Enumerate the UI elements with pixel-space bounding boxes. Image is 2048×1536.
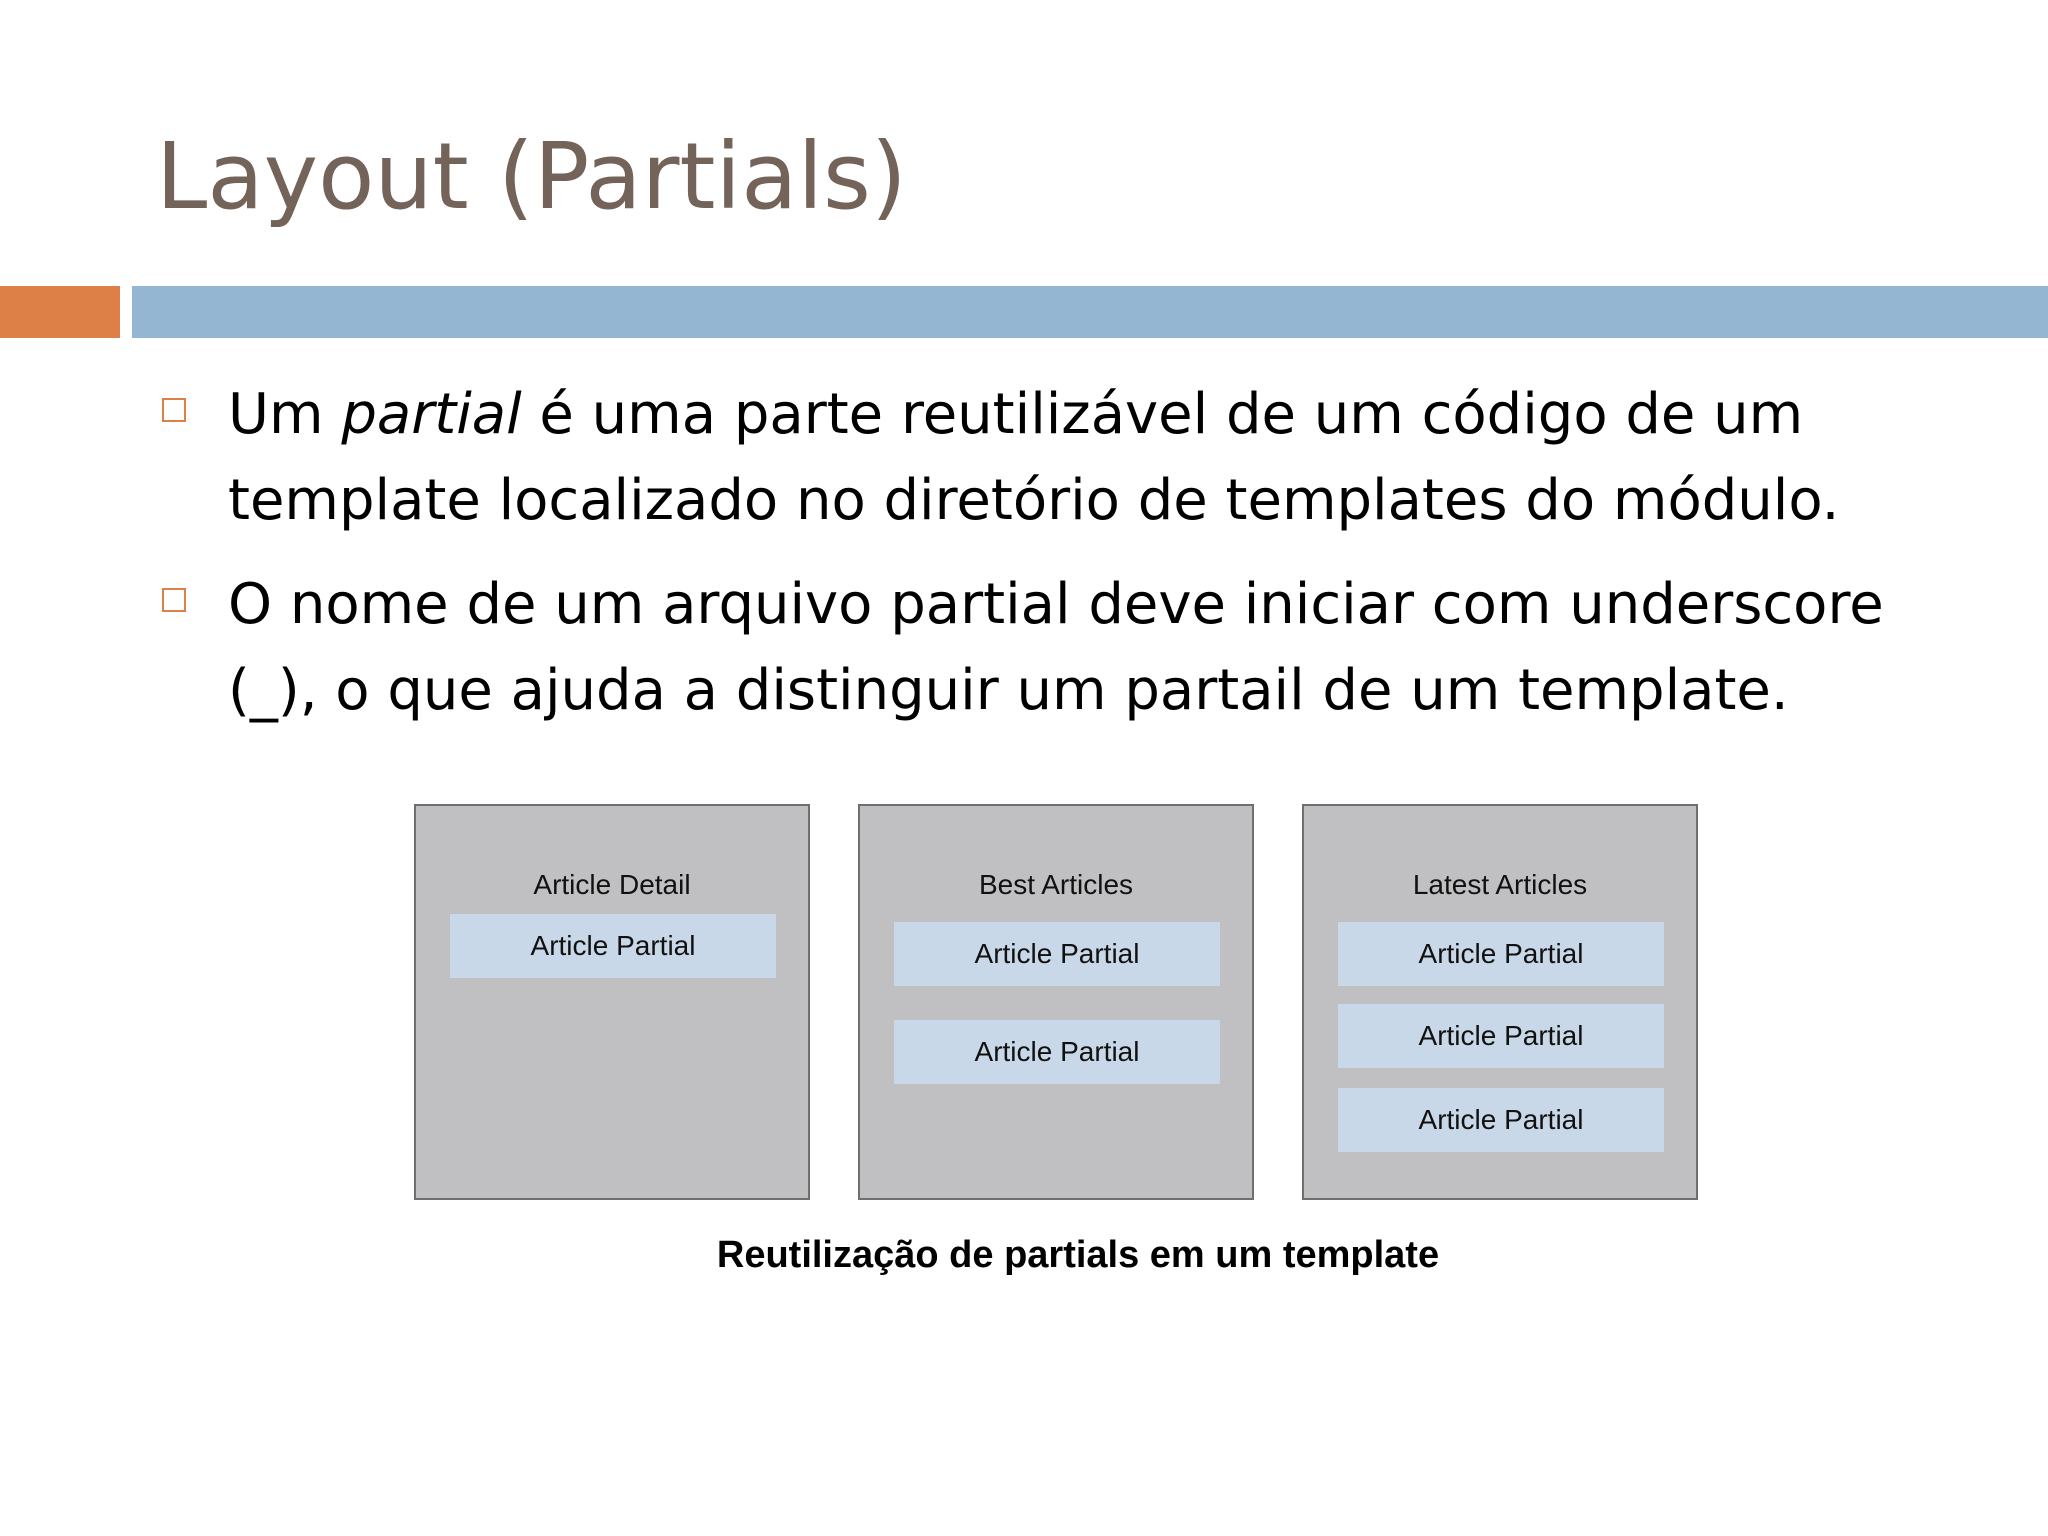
slide-title: Layout (Partials) bbox=[156, 123, 907, 230]
partials-diagram bbox=[414, 804, 1698, 1200]
bullet-item bbox=[156, 372, 2026, 544]
partial-box: Article Partial bbox=[1338, 1088, 1664, 1152]
title-accent-bar-orange bbox=[0, 286, 120, 338]
title-accent-bar-blue bbox=[132, 286, 2048, 338]
bullet-text-part: O nome de um arquivo partial deve iniciar com underscore bbox=[228, 572, 1884, 637]
bullet-text-part: Um bbox=[228, 382, 342, 447]
square-bullet-icon bbox=[162, 398, 186, 422]
template-title: Article Detail bbox=[533, 869, 691, 900]
bullet-list bbox=[156, 372, 2026, 752]
bullet-text bbox=[228, 572, 1884, 723]
bullet-item bbox=[156, 562, 2026, 734]
partial-box: Article Partial bbox=[1338, 1004, 1664, 1068]
template-box-best-articles bbox=[858, 804, 1254, 1200]
bullet-text-part: template localizado no diretório de templates do módulo. bbox=[228, 468, 1840, 533]
partial-box: Article Partial bbox=[894, 1020, 1220, 1084]
partial-box: Article Partial bbox=[894, 922, 1220, 986]
template-title: Best Articles bbox=[978, 869, 1134, 900]
square-bullet-icon bbox=[162, 588, 186, 612]
template-box-latest-articles bbox=[1302, 804, 1698, 1200]
bullet-text-part: é uma parte reutilizável de um código de um bbox=[521, 382, 1804, 447]
bullet-emphasis: partial bbox=[341, 382, 522, 447]
partial-box: Article Partial bbox=[450, 914, 776, 978]
partial-box: Article Partial bbox=[1338, 922, 1664, 986]
template-box-article-detail bbox=[414, 804, 810, 1200]
template-title: Latest Articles bbox=[1412, 869, 1588, 900]
diagram-caption: Reutilização de partials em um template bbox=[716, 1234, 1440, 1276]
bullet-text-part: (_), o que ajuda a distinguir um partail de um template. bbox=[228, 658, 1789, 723]
bullet-text bbox=[228, 382, 1839, 533]
